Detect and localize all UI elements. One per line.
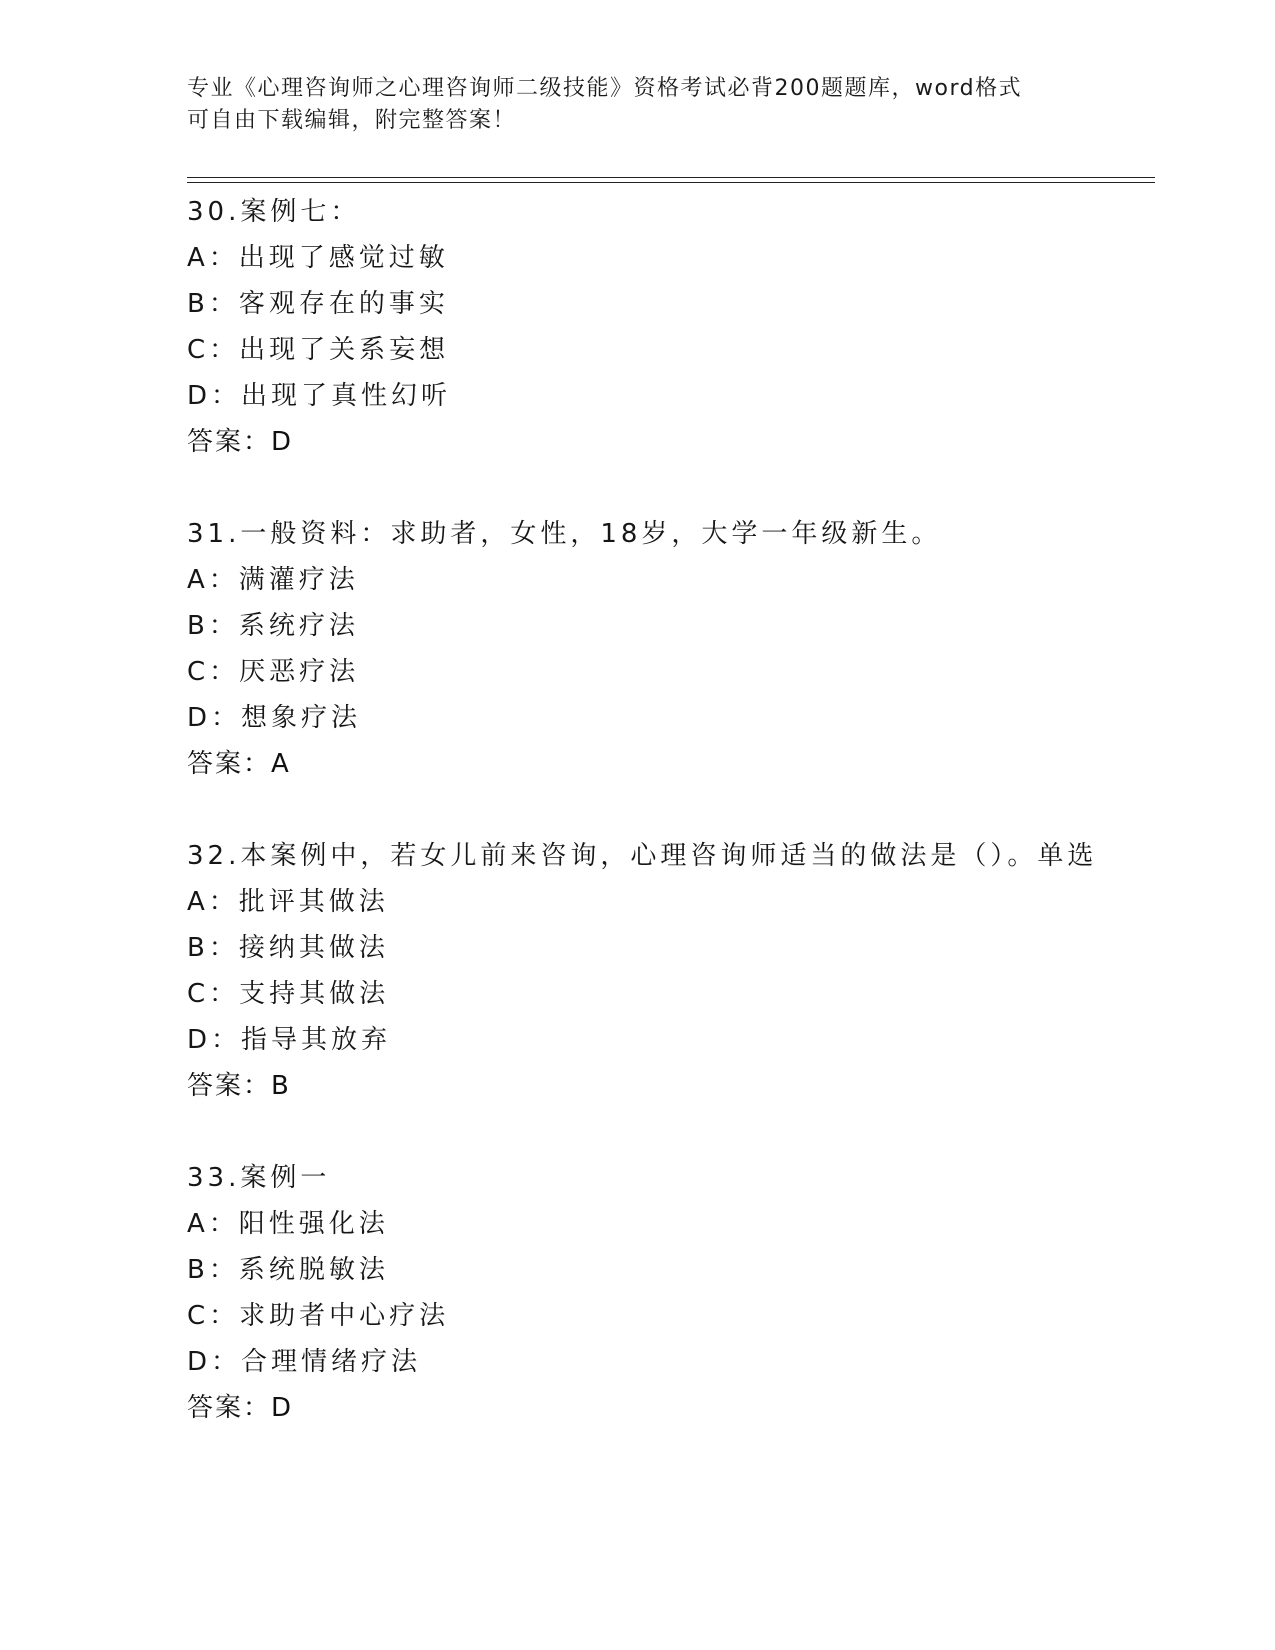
option-a: A：批评其做法: [187, 887, 389, 917]
question-31: [187, 511, 1155, 787]
header-divider-top: [187, 177, 1155, 178]
question-32: [187, 833, 1155, 1109]
option-a: A：出现了感觉过敏: [187, 243, 449, 273]
answer-line: 答案：D: [187, 1393, 294, 1423]
question-stem: 33.案例一: [187, 1163, 331, 1193]
answer-line: 答案：A: [187, 749, 291, 779]
answer-line: 答案：D: [187, 427, 294, 457]
option-a: A：阳性强化法: [187, 1209, 389, 1239]
option-d: D：想象疗法: [187, 703, 362, 733]
option-b: B：系统脱敏法: [187, 1255, 389, 1285]
option-d: D：合理情绪疗法: [187, 1347, 422, 1377]
document-header: [187, 73, 1087, 137]
option-d: D：指导其放弃: [187, 1025, 392, 1055]
header-line-1: 专业《心理咨询师之心理咨询师二级技能》资格考试必背200题题库，word格式: [187, 76, 1023, 101]
question-stem: 31.一般资料：求助者，女性，18岁，大学一年级新生。: [187, 519, 942, 549]
header-line-2: 可自由下载编辑，附完整答案！: [187, 108, 517, 133]
question-33: [187, 1155, 1155, 1431]
option-b: B：接纳其做法: [187, 933, 389, 963]
answer-line: 答案：B: [187, 1071, 291, 1101]
question-30: [187, 189, 1155, 465]
option-c: C：厌恶疗法: [187, 657, 360, 687]
option-c: C：求助者中心疗法: [187, 1301, 450, 1331]
option-c: C：出现了关系妄想: [187, 335, 450, 365]
question-stem: 32.本案例中，若女儿前来咨询，心理咨询师适当的做法是（）。单选: [187, 841, 1098, 871]
question-list: [187, 189, 1155, 1477]
option-b: B：客观存在的事实: [187, 289, 449, 319]
option-a: A：满灌疗法: [187, 565, 359, 595]
option-b: B：系统疗法: [187, 611, 359, 641]
option-d: D：出现了真性幻听: [187, 381, 452, 411]
option-c: C：支持其做法: [187, 979, 390, 1009]
question-stem: 30.案例七：: [187, 197, 361, 227]
header-divider-bottom: [187, 182, 1155, 183]
